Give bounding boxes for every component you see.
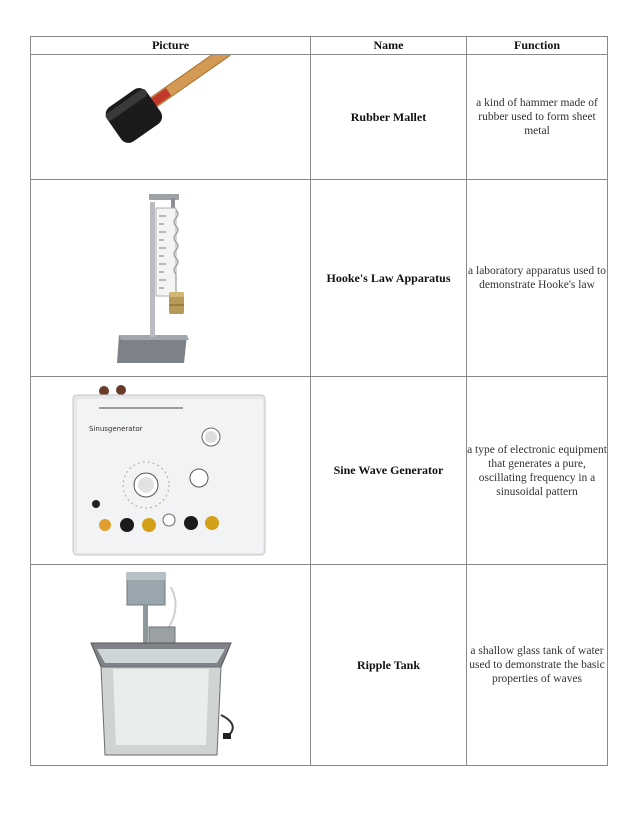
hookes-law-apparatus-image [31, 180, 311, 377]
picture-cell [31, 377, 311, 565]
sine-wave-generator-image [31, 377, 311, 565]
picture-cell [31, 55, 311, 180]
table-row [31, 55, 608, 180]
table-row [31, 377, 608, 565]
picture-cell [31, 180, 311, 377]
svg-text:Sinusgenerator: Sinusgenerator [89, 425, 143, 433]
header-picture: Picture [31, 37, 311, 55]
header-name: Name [311, 37, 467, 55]
equipment-name: Ripple Tank [311, 565, 467, 766]
equipment-function: a kind of hammer made of rubber used to form sheet metal [467, 55, 608, 180]
equipment-name: Rubber Mallet [311, 55, 467, 180]
equipment-function: a laboratory apparatus used to demonstrate Hooke's law [467, 180, 608, 377]
equipment-function: a shallow glass tank of water used to demonstrate the basic properties of waves [467, 565, 608, 766]
equipment-name: Hooke's Law Apparatus [311, 180, 467, 377]
table-header-row [31, 37, 608, 55]
equipment-function: a type of electronic equipment that generates a pure, oscillating frequency in a sinusoidal pattern [467, 377, 608, 565]
picture-cell [31, 565, 311, 766]
table-row [31, 180, 608, 377]
ripple-tank-image [31, 565, 311, 766]
equipment-name: Sine Wave Generator [311, 377, 467, 565]
equipment-table [30, 36, 608, 766]
rubber-mallet-image [31, 55, 311, 180]
header-function: Function [467, 37, 608, 55]
table-row [31, 565, 608, 766]
